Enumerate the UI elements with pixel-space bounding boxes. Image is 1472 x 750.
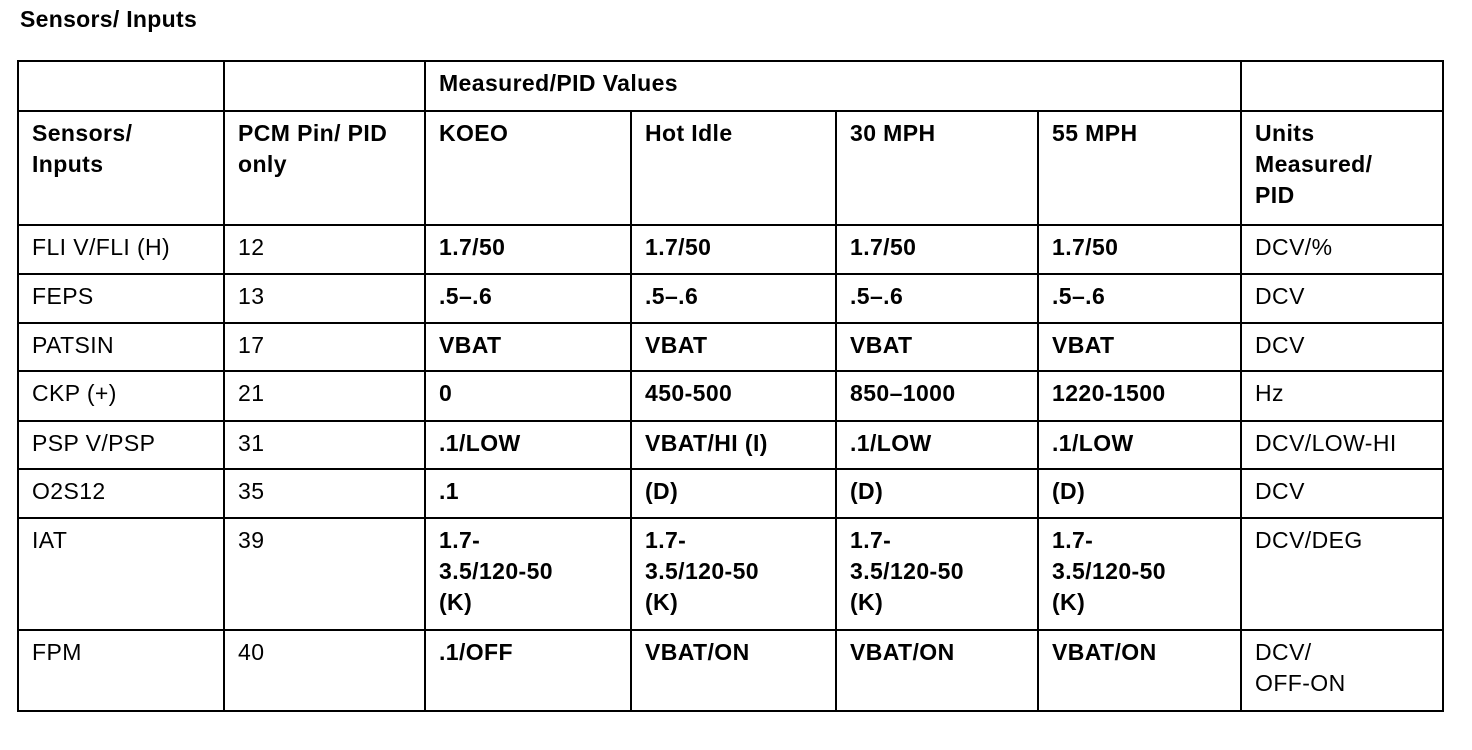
units-cell: Hz — [1241, 371, 1443, 420]
empty-header-cell — [1241, 61, 1443, 111]
koeo-value-cell: VBAT — [425, 323, 631, 371]
mph30-value-cell: VBAT/ON — [836, 630, 1038, 711]
table-row — [18, 630, 1443, 711]
hot-idle-value-cell: .5–.6 — [631, 274, 836, 323]
sensor-name-cell: O2S12 — [18, 469, 224, 518]
sensor-name-cell: IAT — [18, 518, 224, 630]
hot-idle-value-cell: 1.7/50 — [631, 225, 836, 274]
mph30-value-cell: .1/LOW — [836, 421, 1038, 469]
mph55-value-cell: VBAT/ON — [1038, 630, 1241, 711]
mph30-value-cell: VBAT — [836, 323, 1038, 371]
mph55-value-cell: .1/LOW — [1038, 421, 1241, 469]
table-row — [18, 225, 1443, 274]
empty-header-cell — [18, 61, 224, 111]
column-header-row — [18, 111, 1443, 225]
header-sensors-inputs: Sensors/ Inputs — [18, 111, 224, 225]
pcm-pin-cell: 39 — [224, 518, 425, 630]
units-cell: DCV/LOW-HI — [1241, 421, 1443, 469]
koeo-value-cell: 0 — [425, 371, 631, 420]
sensor-name-cell: CKP (+) — [18, 371, 224, 420]
pcm-pin-cell: 13 — [224, 274, 425, 323]
page-title: Sensors/ Inputs — [20, 6, 198, 32]
mph30-value-cell: 1.7/50 — [836, 225, 1038, 274]
pcm-pin-cell: 21 — [224, 371, 425, 420]
mph55-value-cell: 1220-1500 — [1038, 371, 1241, 420]
table-row — [18, 421, 1443, 469]
units-cell: DCV/% — [1241, 225, 1443, 274]
koeo-value-cell: .1/OFF — [425, 630, 631, 711]
header-30-mph: 30 MPH — [836, 111, 1038, 225]
group-header-row — [18, 61, 1443, 111]
table-row — [18, 469, 1443, 518]
hot-idle-value-cell: 1.7- 3.5/120-50 (K) — [631, 518, 836, 630]
pcm-pin-cell: 31 — [224, 421, 425, 469]
header-koeo: KOEO — [425, 111, 631, 225]
mph30-value-cell: 850–1000 — [836, 371, 1038, 420]
mph55-value-cell: VBAT — [1038, 323, 1241, 371]
header-pcm-pin-pid: PCM Pin/ PID only — [224, 111, 425, 225]
header-units-measured-pid: Units Measured/ PID — [1241, 111, 1443, 225]
pcm-pin-cell: 17 — [224, 323, 425, 371]
empty-header-cell — [224, 61, 425, 111]
koeo-value-cell: .1 — [425, 469, 631, 518]
hot-idle-value-cell: VBAT/ON — [631, 630, 836, 711]
mph55-value-cell: .5–.6 — [1038, 274, 1241, 323]
pcm-pin-cell: 40 — [224, 630, 425, 711]
koeo-value-cell: 1.7/50 — [425, 225, 631, 274]
hot-idle-value-cell: 450-500 — [631, 371, 836, 420]
table-row — [18, 323, 1443, 371]
sensor-name-cell: FLI V/FLI (H) — [18, 225, 224, 274]
units-cell: DCV/ OFF-ON — [1241, 630, 1443, 711]
sensor-name-cell: FEPS — [18, 274, 224, 323]
koeo-value-cell: .1/LOW — [425, 421, 631, 469]
pcm-pin-cell: 12 — [224, 225, 425, 274]
mph55-value-cell: 1.7/50 — [1038, 225, 1241, 274]
table-row — [18, 274, 1443, 323]
sensor-name-cell: PATSIN — [18, 323, 224, 371]
header-55-mph: 55 MPH — [1038, 111, 1241, 225]
measured-pid-values-header: Measured/PID Values — [425, 61, 1241, 111]
hot-idle-value-cell: VBAT — [631, 323, 836, 371]
koeo-value-cell: .5–.6 — [425, 274, 631, 323]
units-cell: DCV — [1241, 323, 1443, 371]
units-cell: DCV — [1241, 274, 1443, 323]
mph30-value-cell: .5–.6 — [836, 274, 1038, 323]
mph30-value-cell: 1.7- 3.5/120-50 (K) — [836, 518, 1038, 630]
hot-idle-value-cell: VBAT/HI (I) — [631, 421, 836, 469]
sensor-values-table — [17, 60, 1444, 712]
koeo-value-cell: 1.7- 3.5/120-50 (K) — [425, 518, 631, 630]
table-row — [18, 371, 1443, 420]
header-hot-idle: Hot Idle — [631, 111, 836, 225]
sensor-name-cell: FPM — [18, 630, 224, 711]
mph30-value-cell: (D) — [836, 469, 1038, 518]
table-row — [18, 518, 1443, 630]
hot-idle-value-cell: (D) — [631, 469, 836, 518]
pcm-pin-cell: 35 — [224, 469, 425, 518]
mph55-value-cell: 1.7- 3.5/120-50 (K) — [1038, 518, 1241, 630]
sensor-name-cell: PSP V/PSP — [18, 421, 224, 469]
units-cell: DCV/DEG — [1241, 518, 1443, 630]
mph55-value-cell: (D) — [1038, 469, 1241, 518]
units-cell: DCV — [1241, 469, 1443, 518]
